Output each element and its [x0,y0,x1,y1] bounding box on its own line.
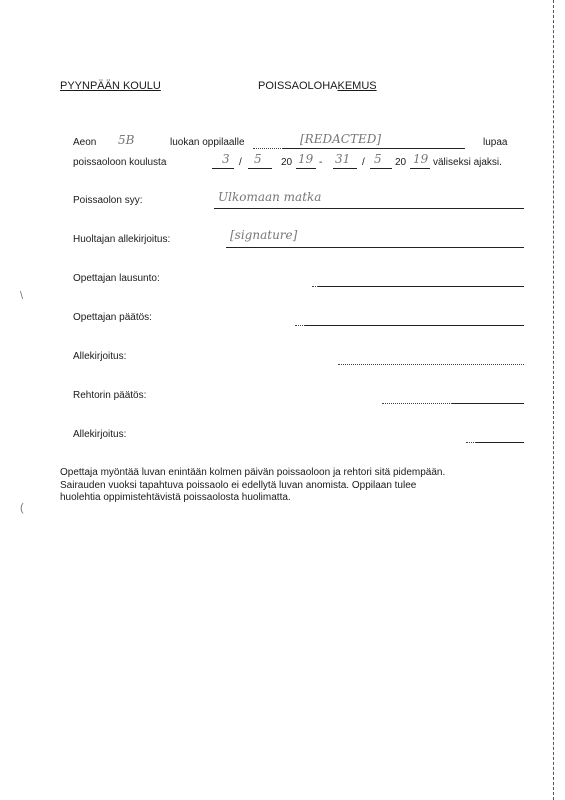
principal-decision-label: Rehtorin päätös: [73,390,147,401]
date-separator: / [239,157,242,168]
grade-value: 5B [118,133,135,147]
from-day-line [212,168,234,169]
guardian-signature-label: Huoltajan allekirjoitus: [73,234,171,245]
guardian-signature-line [226,247,524,248]
label-absence: poissaoloon koulusta [73,157,167,168]
year-prefix: 20 [281,157,293,168]
reason-label: Poissaolon syy: [73,195,143,206]
form-title [258,80,377,92]
to-day-line [333,168,357,169]
form-title-prefix: POISSAOLOHA [258,80,338,92]
scan-edge-line [553,0,554,800]
to-month-value: 5 [374,152,382,166]
signature-line [338,364,524,365]
year-prefix: 20 [395,157,407,168]
label-permission: lupaa [483,137,508,148]
teacher-decision-line [305,325,524,326]
to-year-value: 19 [413,152,429,166]
from-month-value: 5 [254,152,262,166]
dotted-line [466,442,476,443]
note-line: Sairauden vuoksi tapahtuva poissaolo ei edellytä luvan anomista. Oppilaan tulee [60,479,417,491]
reason-line [214,208,524,209]
instructions-note [60,467,530,505]
principal-decision-line [452,403,524,404]
teacher-decision-label: Opettajan päätös: [73,312,152,323]
label-class: luokan oppilaalle [170,137,245,148]
form-title-suffix: KEMUS [337,80,377,92]
reason-value: Ulkomaan matka [218,190,322,204]
from-month-line [248,168,272,169]
note-line: Opettaja myöntää luvan enintään kolmen päivän poissaoloon ja rehtori sitä pidempään. [60,467,446,478]
signature-label: Allekirjoitus: [73,351,127,362]
from-year-value: 19 [298,152,314,166]
student-name-value: [REDACTED] [300,132,382,146]
teacher-statement-line [318,286,524,287]
to-day-value: 31 [335,152,351,166]
to-month-line [370,168,392,169]
school-name: PYYNPÄÄN KOULU [60,80,161,92]
to-year-line [410,168,430,169]
dotted-line [295,325,305,326]
student-name-line [283,148,465,149]
dotted-line [382,403,452,404]
dotted-line [253,148,283,149]
teacher-statement-label: Opettajan lausunto: [73,273,160,284]
guardian-signature-value: [signature] [230,228,298,242]
label-period: väliseksi ajaksi. [433,157,502,168]
date-separator: / [362,157,365,168]
label-start: Aeon [73,137,97,148]
note-line: huolehtia oppimistehtävistä poissaolosta huolimatta. [60,492,291,503]
range-dash: - [319,157,323,168]
signature-line [476,442,524,443]
signature-label: Allekirjoitus: [73,429,127,440]
scan-margin-mark: ( [20,502,24,514]
from-year-line [296,168,316,169]
scan-margin-mark: \ [20,290,24,302]
from-day-value: 3 [222,152,230,166]
